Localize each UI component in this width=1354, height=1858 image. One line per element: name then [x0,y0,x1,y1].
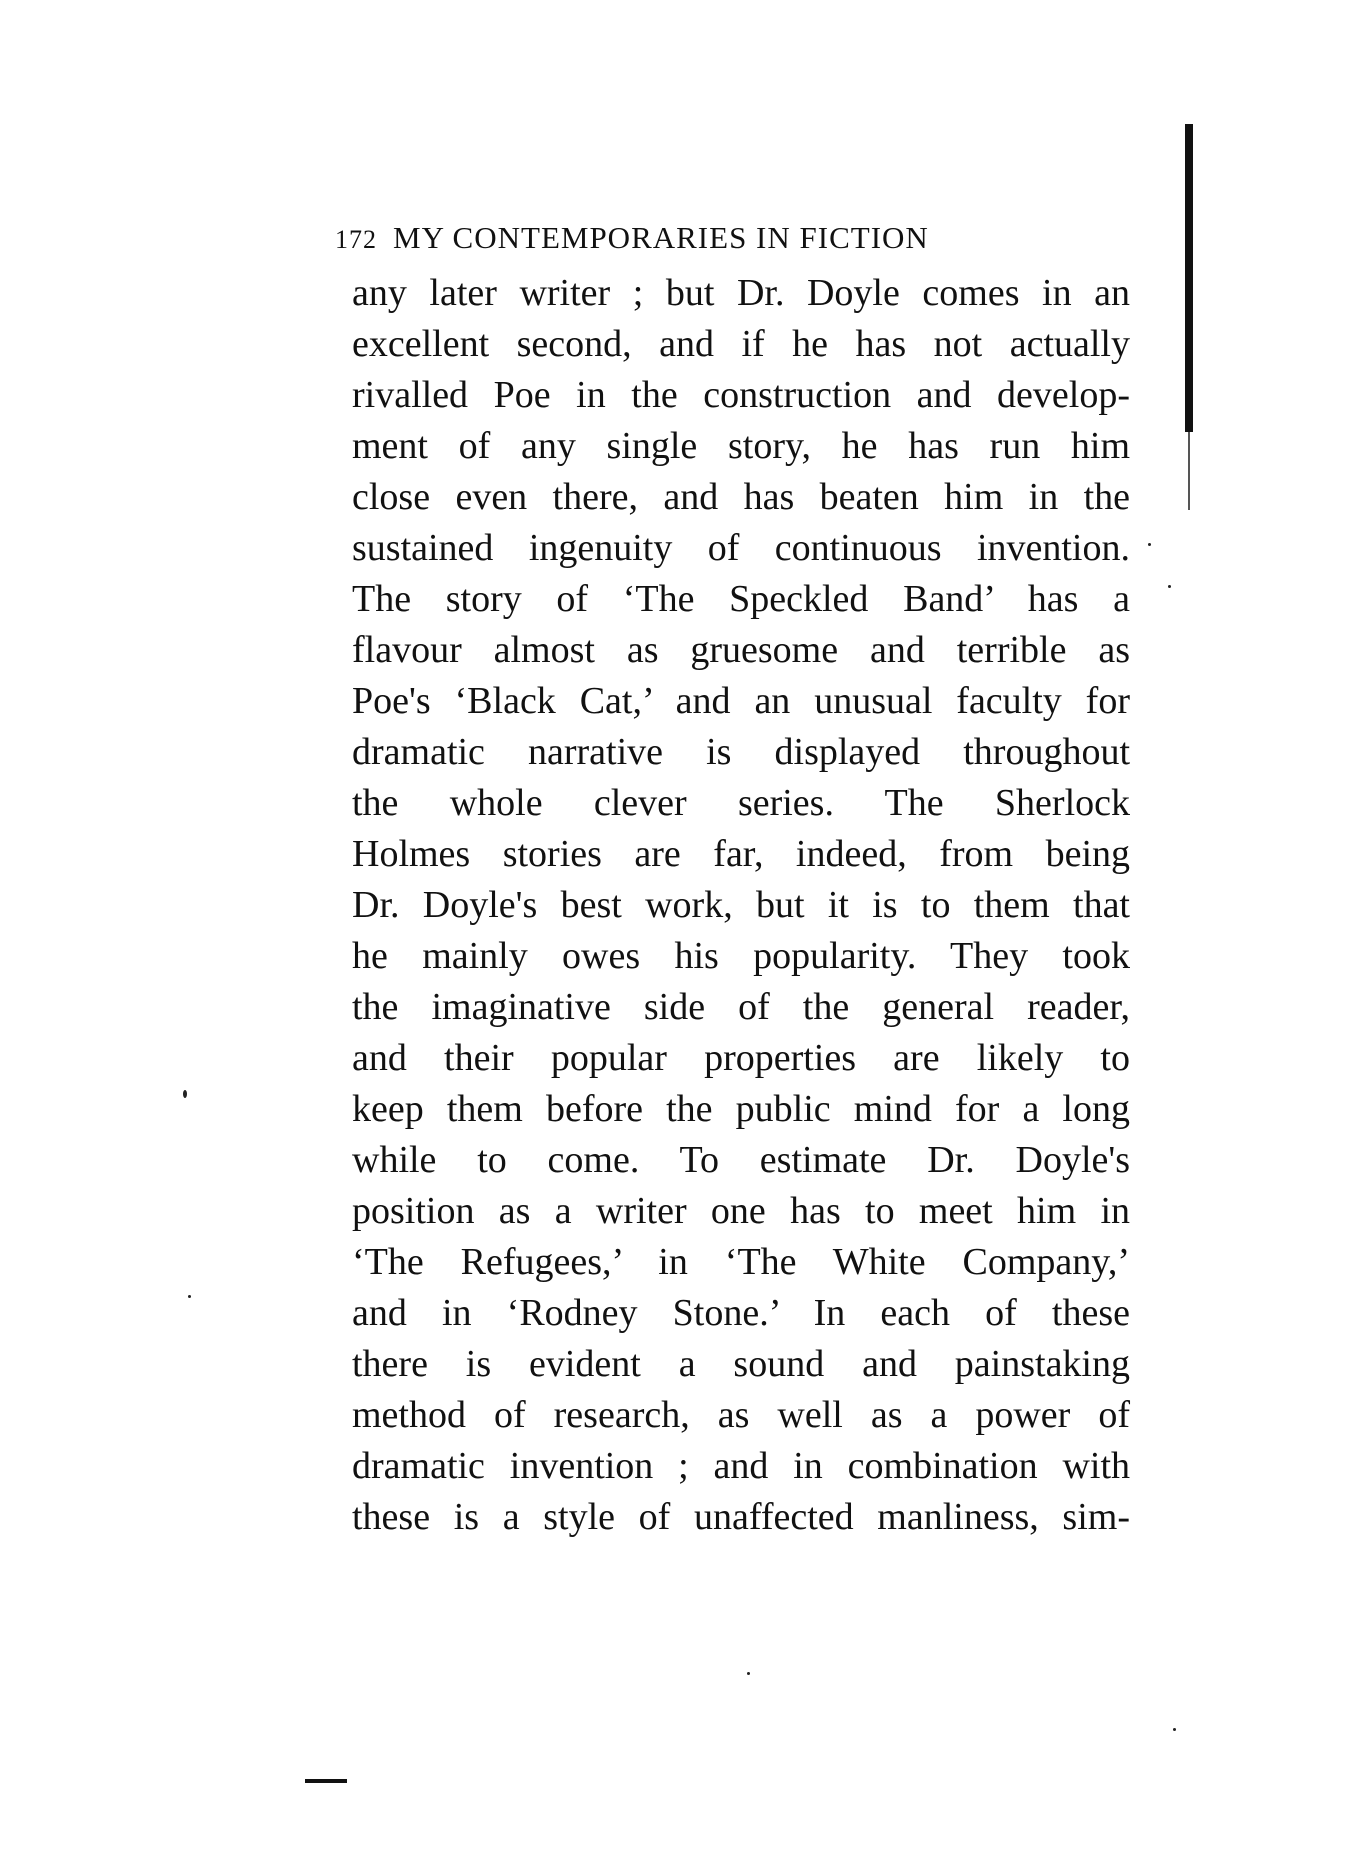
scan-speck [1148,543,1151,546]
scan-speck [747,1672,750,1675]
text-line: and in ‘Rodney Stone.’ In each of these [352,1292,1130,1334]
scan-dash-mark [305,1779,347,1783]
text-line: Dr. Doyle's best work, but it is to them that [352,884,1130,926]
body-text [352,268,1130,1543]
page-edge-shadow-thin [1188,432,1190,510]
scan-speck [183,1090,187,1098]
text-line: close even there, and has beaten him in the [352,476,1130,518]
text-line: the whole clever series. The Sherlock [352,782,1130,824]
text-line: the imaginative side of the general reader, [352,986,1130,1028]
text-line: dramatic invention ; and in combination with [352,1445,1130,1487]
text-line: excellent second, and if he has not actually [352,323,1130,365]
text-line: any later writer ; but Dr. Doyle comes in an [352,272,1130,314]
scan-speck [188,1295,191,1298]
page-edge-shadow [1185,124,1193,432]
scan-speck [1173,1728,1176,1731]
page-number: 172 [335,225,377,254]
text-line: these is a style of unaffected manliness, sim- [352,1496,1130,1538]
text-line: and their popular properties are likely to [352,1037,1130,1079]
text-line: keep them before the public mind for a long [352,1088,1130,1130]
text-line: ment of any single story, he has run him [352,425,1130,467]
text-line: dramatic narrative is displayed throughout [352,731,1130,773]
running-title: MY CONTEMPORARIES IN FICTION [393,220,929,255]
text-line: position as a writer one has to meet him in [352,1190,1130,1232]
text-line: Holmes stories are far, indeed, from being [352,833,1130,875]
text-line: Poe's ‘Black Cat,’ and an unusual faculty for [352,680,1130,722]
text-line: method of research, as well as a power of [352,1394,1130,1436]
scan-speck [1168,585,1171,588]
text-line: sustained ingenuity of continuous invention. [352,527,1130,569]
text-line: rivalled Poe in the construction and develop- [352,374,1130,416]
text-line: The story of ‘The Speckled Band’ has a [352,578,1130,620]
text-line: while to come. To estimate Dr. Doyle's [352,1139,1130,1181]
text-line: ‘The Refugees,’ in ‘The White Company,’ [352,1241,1130,1283]
text-line: he mainly owes his popularity. They took [352,935,1130,977]
text-line: flavour almost as gruesome and terrible as [352,629,1130,671]
text-line: there is evident a sound and painstaking [352,1343,1130,1385]
running-head [335,218,1080,258]
